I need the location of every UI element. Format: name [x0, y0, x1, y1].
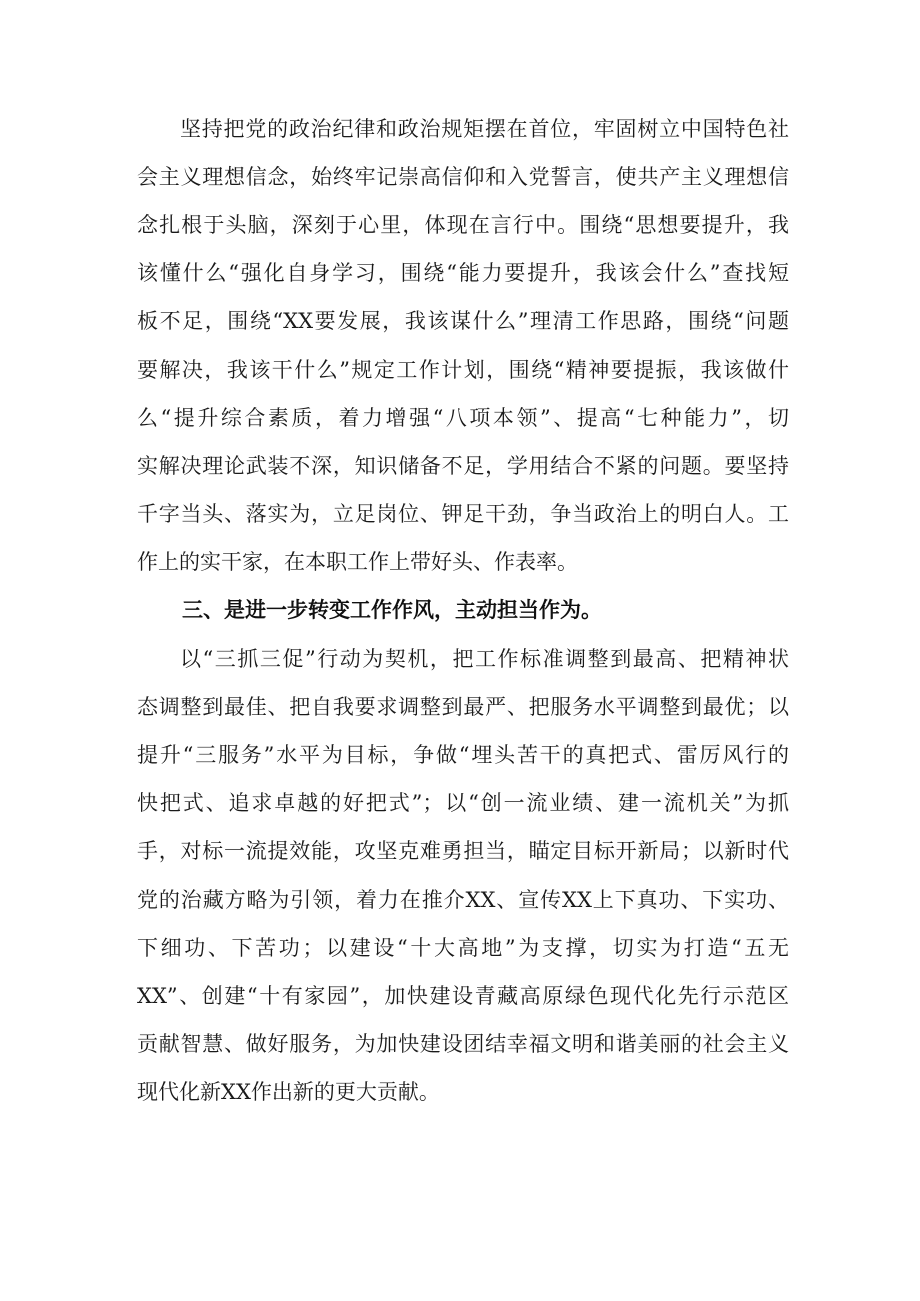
paragraph-1-line-8: 实解决理论武装不深，知识储备不足，学用结合不紧的问题。要坚持 — [137, 454, 789, 478]
paragraph-2-line-5: 手，对标一流提效能，攻坚克难勇担当，瞄定目标开新局；以新时代 — [137, 839, 789, 863]
paragraph-1-line-3: 念扎根于头脑，深刻于心里，体现在言行中。围绕“思想要提升，我 — [137, 213, 789, 237]
paragraph-2-line-10: 现代化新XX作出新的更大贡献。 — [137, 1080, 440, 1104]
paragraph-1-line-7: 么“提升综合素质，着力增强“八项本领”、提高“七种能力”，切 — [137, 406, 789, 430]
paragraph-2-line-3: 提升“三服务”水平为目标，争做“埋头苦干的真把式、雷厉风行的 — [137, 743, 789, 767]
paragraph-2-line-1: 以“三抓三促”行动为契机，把工作标准调整到最高、把精神状 — [180, 647, 789, 671]
paragraph-2-line-7: 下细功、下苦功；以建设“十大高地”为支撑，切实为打造“五无 — [137, 936, 789, 960]
paragraph-2-line-4: 快把式、追求卓越的好把式”；以“创一流业绩、建一流机关”为抓 — [137, 791, 789, 815]
paragraph-2-line-2: 态调整到最佳、把自我要求调整到最严、把服务水平调整到最优；以 — [137, 695, 789, 719]
paragraph-1-line-6: 要解决，我该干什么”规定工作计划，围绕“精神要提振，我该做什 — [137, 358, 789, 382]
paragraph-1-line-2: 会主义理想信念，始终牢记崇高信仰和入党誓言，使共产主义理想信 — [137, 165, 789, 189]
section-heading-3: 三、是进一步转变工作作风，主动担当作为。 — [182, 598, 602, 622]
paragraph-1-line-9: 千字当头、落实为，立足岗位、钾足干劲，争当政治上的明白人。工 — [137, 502, 789, 526]
paragraph-1-line-5: 板不足，围绕“XX要发展，我该谋什么”理清工作思路，围绕“问题 — [137, 309, 789, 333]
paragraph-1-line-1: 坚持把党的政治纪律和政治规矩摆在首位，牢固树立中国特色社 — [180, 117, 789, 141]
paragraph-1-line-4: 该懂什么“强化自身学习，围绕“能力要提升，我该会什么”查找短 — [137, 261, 789, 285]
paragraph-2-line-9: 贡献智慧、做好服务，为加快建设团结幸福文明和谐美丽的社会主义 — [137, 1032, 789, 1056]
paragraph-2-line-6: 党的治藏方略为引领，着力在推介XX、宣传XX上下真功、下实功、 — [137, 888, 789, 912]
paragraph-2-line-8: XX”、创建“十有家园”，加快建设青藏高原绿色现代化先行示范区 — [137, 984, 789, 1008]
paragraph-1-line-10: 作上的实干家，在本职工作上带好头、作表率。 — [137, 550, 578, 574]
